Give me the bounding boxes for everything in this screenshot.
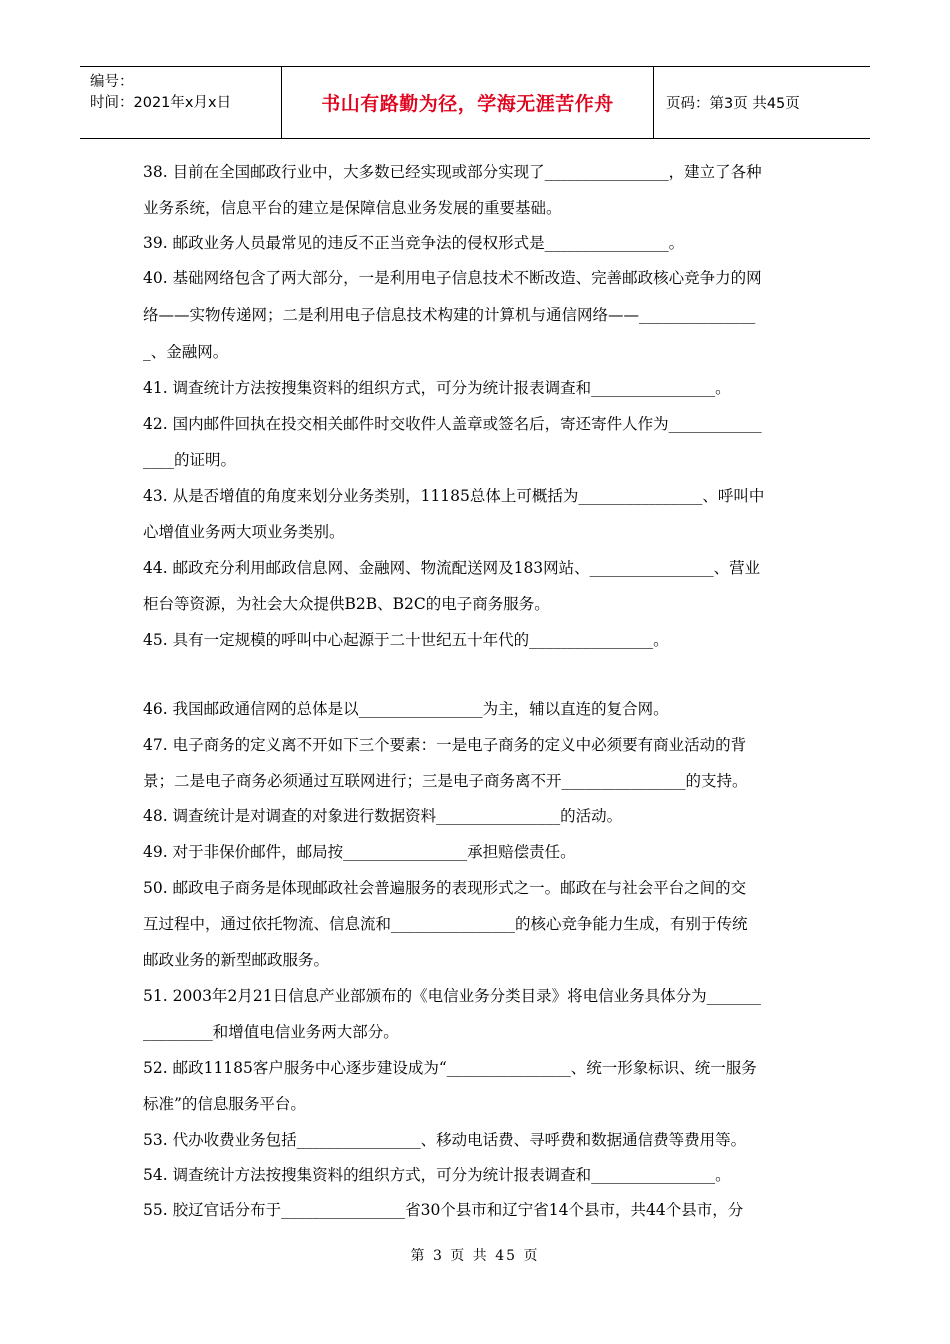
question-line: 47. 电子商务的定义离不开如下三个要素：一是电子商务的定义中必须要有商业活动的背 (143, 736, 747, 754)
question-line: 38. 目前在全国邮政行业中，大多数已经实现或部分实现了________________，建立了各种 (143, 163, 762, 181)
header-page-info: 页码：第3页 共45页 (666, 96, 800, 112)
header-meta (80, 67, 282, 138)
question-line: 44. 邮政充分利用邮政信息网、金融网、物流配送网及183网站、________________、营业 (143, 559, 761, 577)
question-line: 50. 邮政电子商务是体现邮政社会普遍服务的表现形式之一。邮政在与社会平台之间的交 (143, 879, 747, 897)
question-line: 55. 胶辽官话分布于________________省30个县市和辽宁省14个县市，共44个县市，分 (143, 1201, 744, 1219)
question-line: 51. 2003年2月21日信息产业部颁布的《电信业务分类目录》将电信业务具体分为_______ (143, 987, 761, 1005)
question-line: 39. 邮政业务人员最常见的违反不正当竞争法的侵权形式是________________。 (143, 234, 685, 252)
question-line: 43. 从是否增值的角度来划分业务类别，11185总体上可概括为________________、呼叫中 (143, 487, 765, 505)
time-label: 时间：2021年x月x日 (90, 95, 232, 111)
question-line: 49. 对于非保价邮件，邮局按________________承担赔偿责任。 (143, 843, 576, 861)
question-line: 景；二是电子商务必须通过互联网进行；三是电子商务离不开________________的支持。 (143, 772, 748, 790)
question-line: 柜台等资源，为社会大众提供B2B、B2C的电子商务服务。 (143, 595, 550, 613)
question-line: 标准”的信息服务平台。 (143, 1095, 306, 1113)
question-line: 54. 调查统计方法按搜集资料的组织方式，可分为统计报表调查和________________。 (143, 1166, 731, 1184)
header-motto: 书山有路勤为径，学海无涯苦作舟 (282, 67, 654, 138)
question-line: 42. 国内邮件回执在投交相关邮件时交收件人盖章或签名后，寄还寄件人作为____________ (143, 415, 762, 433)
question-line: 40. 基础网络包含了两大部分，一是利用电子信息技术不断改造、完善邮政核心竞争力的网 (143, 269, 762, 287)
question-line: 心增值业务两大项业务类别。 (143, 523, 345, 541)
question-line: ____的证明。 (143, 451, 237, 469)
question-line: 48. 调查统计是对调查的对象进行数据资料________________的活动。 (143, 807, 623, 825)
question-line: 41. 调查统计方法按搜集资料的组织方式，可分为统计报表调查和________________。 (143, 379, 731, 397)
number-label: 编号： (90, 74, 134, 90)
question-line: 45. 具有一定规模的呼叫中心起源于二十世纪五十年代的________________。 (143, 631, 669, 649)
page-footer: 第 3 页 共 45 页 (410, 1248, 540, 1264)
question-line: _、金融网。 (143, 343, 229, 361)
question-line: _________和增值电信业务两大部分。 (143, 1023, 399, 1041)
question-line: 53. 代办收费业务包括________________、移动电话费、寻呼费和数据通信费等费用等。 (143, 1131, 747, 1149)
question-line: 互过程中，通过依托物流、信息流和________________的核心竞争能力生成，有别于传统 (143, 915, 748, 933)
question-line: 46. 我国邮政通信网的总体是以________________为主，辅以直连的复合网。 (143, 700, 669, 718)
question-line: 52. 邮政11185客户服务中心逐步建设成为“________________、统一形象标识、统一服务 (143, 1059, 757, 1077)
question-line: 业务系统，信息平台的建立是保障信息业务发展的重要基础。 (143, 199, 562, 217)
question-line: 邮政业务的新型邮政服务。 (143, 951, 330, 969)
question-line: 络——实物传递网；二是利用电子信息技术构建的计算机与通信网络——_______________ (143, 306, 756, 324)
page-header (80, 66, 870, 139)
